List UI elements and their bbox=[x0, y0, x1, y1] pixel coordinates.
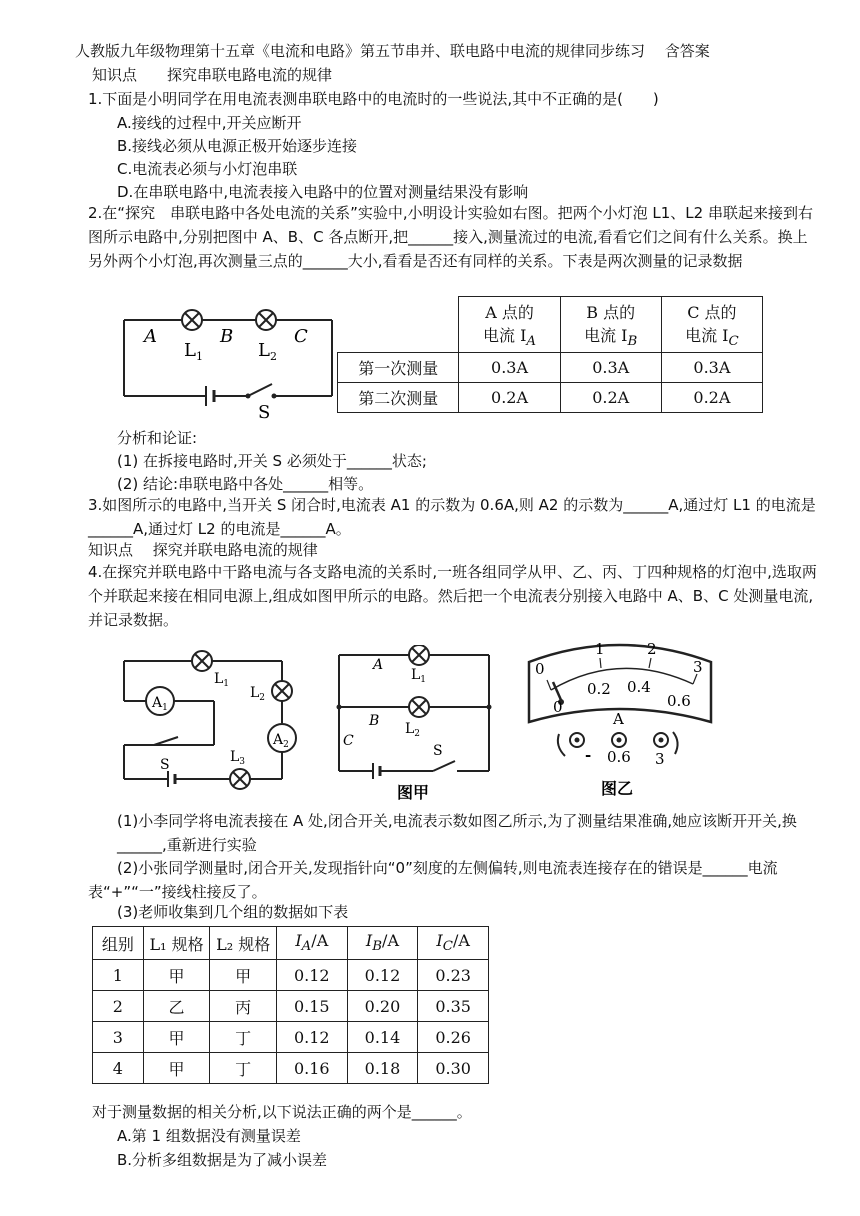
section-heading-series: 知识点 探究串联电路电流的规律 bbox=[92, 66, 333, 84]
section-heading-parallel: 知识点 探究并联电路电流的规律 bbox=[88, 541, 318, 559]
top-scale-0: 0 bbox=[535, 660, 545, 678]
lamp-l2-label: $L_2$ bbox=[250, 685, 266, 703]
point-b-label: B bbox=[220, 326, 234, 347]
parallel-data-table: 组别 L₁ 规格 L₂ 规格 $I_A/A$ $I_B/A$ $I_C/A$ 1 甲 甲 0.12 0.12 0.23 2 乙 丙 0.15 0.20 0.35 3 甲 丁 0.12 0.14 0.26 4 甲 丁 0.16 0.18 0.30 bbox=[92, 926, 489, 1084]
switch-s-label: S bbox=[160, 757, 170, 773]
question-3-stem: 3.如图所示的电路中,当开关 S 闭合时,电流表 A1 的示数为 0.6A,则 A2 的示数为______A,通过灯 L1 的电流是______A,通过灯 L2 的电流是______A。 bbox=[88, 496, 816, 538]
meter-unit: A bbox=[613, 710, 624, 728]
question-4-option-a: A.第 1 组数据没有测量误差 bbox=[117, 1127, 301, 1145]
header-point-a: A 点的 电流 $I_A$ bbox=[459, 297, 560, 353]
switch-s-label: S bbox=[258, 402, 271, 420]
question-4-sub-1: (1)小李同学将电流表接在 A 处,闭合开关,电流表示数如图乙所示,为了测量结果准确,她应该断开开关,换______,重新进行实验 bbox=[117, 812, 797, 854]
point-c-label: C bbox=[343, 733, 354, 749]
question-1-option-c: C.电流表必须与小灯泡串联 bbox=[117, 160, 298, 178]
figure-a-caption: 图甲 bbox=[397, 783, 430, 802]
table-row: 第一次测量 0.3A 0.3A 0.3A bbox=[338, 353, 763, 383]
series-measurement-table bbox=[337, 296, 763, 413]
point-b-label: B bbox=[369, 713, 380, 729]
mixed-circuit-diagram bbox=[118, 645, 298, 795]
question-4-stem: 4.在探究并联电路中干路电流与各支路电流的关系时,一班各组同学从甲、乙、丙、丁四种规格的灯泡中,选取两个并联起来接在相同电源上,组成如图甲所示的电路。然后把一个电流表分别接入电路中 A、B、C 处测量电流,并记录数据。 bbox=[88, 563, 817, 629]
question-1-option-a: A.接线的过程中,开关应断开 bbox=[117, 114, 302, 132]
table-row: 2 乙 丙 0.15 0.20 0.35 bbox=[93, 991, 489, 1022]
lamp-l1-label: $L_1$ bbox=[214, 671, 230, 689]
lamp-l1-label: $L_1$ bbox=[184, 340, 203, 363]
point-a-label: A bbox=[144, 326, 157, 347]
bottom-scale-0: 0 bbox=[553, 698, 563, 716]
point-c-label: C bbox=[294, 326, 308, 347]
figure-b-caption: 图乙 bbox=[601, 779, 634, 798]
top-scale-1: 1 bbox=[595, 640, 605, 658]
top-scale-2: 2 bbox=[647, 640, 657, 658]
question-4-option-b: B.分析多组数据是为了减小误差 bbox=[117, 1151, 328, 1169]
point-a-label: A bbox=[373, 657, 384, 673]
terminal-3: 3 bbox=[655, 750, 665, 768]
ammeter-dial-figure bbox=[515, 632, 725, 802]
question-4-sub-2: (2)小张同学测量时,闭合开关,发现指针向“0”刻度的左侧偏转,则电流表连接存在的错误是______电流表“+”“一”接线柱接反了。 bbox=[88, 859, 778, 901]
lamp-l1-label: $L_1$ bbox=[411, 667, 427, 685]
question-2-stem: 2.在“探究 串联电路中各处电流的关系”实验中,小明设计实验如右图。把两个小灯泡 L1、L2 串联起来接到右图所示电路中,分别把图中 A、B、C 各点断开,把______接入,测量流过的电流,看看它们之间有什么关系。换上另外两个小灯泡,再次测量三点的______大小,看看是否还有同样的关系。下表是两次测量的记录数据 bbox=[88, 204, 813, 270]
header-point-b: B 点的 电流 $I_B$ bbox=[560, 297, 661, 353]
question-1-stem: 1.下面是小明同学在用电流表测串联电路中的电流时的一些说法,其中不正确的是( ) bbox=[88, 90, 659, 108]
question-1-option-d: D.在串联电路中,电流表接入电路中的位置对测量结果没有影响 bbox=[117, 183, 529, 201]
parallel-circuit-diagram bbox=[333, 645, 498, 805]
analysis-title: 分析和论证: bbox=[117, 429, 198, 447]
lamp-l3-label: $L_3$ bbox=[230, 749, 246, 767]
switch-s-label: S bbox=[433, 743, 443, 759]
page-title: 人教版九年级物理第十五章《电流和电路》第五节串并、联电路中电流的规律同步练习 含答案 bbox=[75, 42, 710, 60]
ammeter-a1-label: $A_1$ bbox=[152, 695, 168, 713]
series-circuit-diagram bbox=[118, 300, 338, 420]
table-row: 3 甲 丁 0.12 0.14 0.26 bbox=[93, 1022, 489, 1053]
analysis-item-1: (1) 在拆接电路时,开关 S 必须处于______状态; bbox=[117, 452, 427, 470]
lamp-l2-label: $L_2$ bbox=[405, 721, 421, 739]
ammeter-a2-label: $A_2$ bbox=[273, 732, 289, 750]
header-point-c: C 点的 电流 $I_C$ bbox=[661, 297, 762, 353]
lamp-l2-label: $L_2$ bbox=[258, 340, 277, 363]
analysis-item-2: (2) 结论:串联电路中各处______相等。 bbox=[117, 475, 374, 493]
table-row: 1 甲 甲 0.12 0.12 0.23 bbox=[93, 960, 489, 991]
bottom-scale-0-4: 0.4 bbox=[627, 678, 651, 696]
table-row: 4 甲 丁 0.16 0.18 0.30 bbox=[93, 1053, 489, 1084]
terminal-negative: - bbox=[585, 746, 592, 764]
bottom-scale-0-6: 0.6 bbox=[667, 692, 691, 710]
question-4-analysis: 对于测量数据的相关分析,以下说法正确的两个是______。 bbox=[92, 1103, 472, 1121]
bottom-scale-0-2: 0.2 bbox=[587, 680, 611, 698]
question-1-option-b: B.接线必须从电源正极开始逐步连接 bbox=[117, 137, 358, 155]
terminal-0-6: 0.6 bbox=[607, 748, 631, 766]
top-scale-3: 3 bbox=[693, 658, 703, 676]
table-row: 第二次测量 0.2A 0.2A 0.2A bbox=[338, 383, 763, 413]
question-4-sub-3: (3)老师收集到几个组的数据如下表 bbox=[117, 903, 349, 921]
